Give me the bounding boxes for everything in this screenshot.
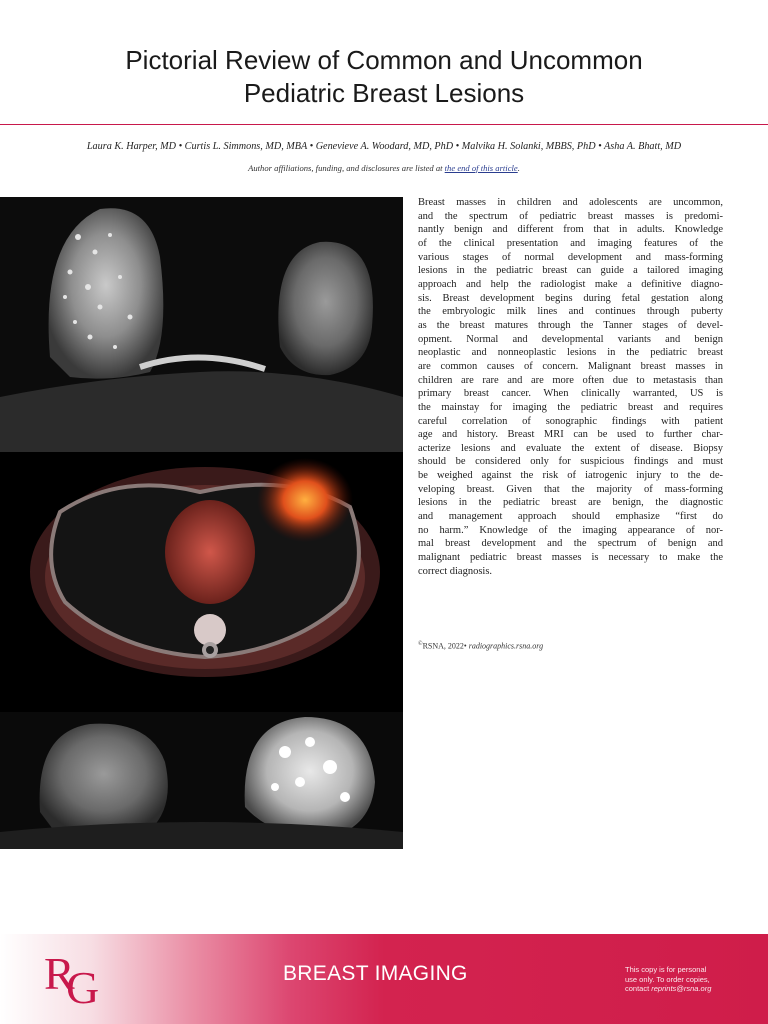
abstract-line: mal breast development and the spectrum of benign and	[418, 538, 723, 550]
notice-line-3-prefix: contact	[625, 984, 652, 993]
abstract-line: approach and help the radiologist make a definitive diagno-	[418, 278, 723, 290]
abstract-line: age and history. Breast MRI can be used to further char-	[418, 429, 723, 441]
abstract-line: various stages of normal development and mass-forming	[418, 251, 723, 263]
title-line-1: Pictorial Review of Common and Uncommon	[125, 45, 643, 75]
mri-panel-bottom	[0, 712, 403, 849]
abstract-line: should be considered only for suspicious findings and must	[418, 456, 723, 468]
abstract-line: correct diagnosis.	[418, 565, 493, 577]
abstract-line: Breast masses in children and adolescents are uncommon,	[418, 197, 723, 208]
section-label: BREAST IMAGING	[283, 962, 468, 985]
abstract-line: as the breast matures through the Tanner stages of devel-	[418, 319, 723, 331]
end-of-article-link[interactable]: the end of this article	[444, 163, 518, 173]
copyright-line	[418, 641, 543, 651]
radiographics-logo	[40, 941, 110, 1011]
affiliations-suffix: .	[517, 163, 520, 173]
abstract-line: malignant pediatric breast masses is necessary to make the	[418, 552, 723, 564]
journal-website: radiographics.rsna.org	[466, 641, 544, 651]
reprints-email[interactable]: reprints@rsna.org	[651, 984, 712, 993]
abstract-line: primary breast cancer. When clinically warranted, US is	[418, 388, 723, 400]
logo-r: R	[44, 948, 75, 999]
notice-line-1: This copy is for personal	[625, 965, 707, 974]
copyright-symbol: ©	[418, 641, 423, 647]
affiliations-prefix: Author affiliations, funding, and disclosures are listed at	[248, 163, 445, 173]
abstract-line: careful correlation of sonographic findings with patient	[418, 415, 723, 427]
medical-images	[0, 197, 403, 849]
abstract-line: opment. Normal and developmental variants and benign	[418, 333, 723, 345]
abstract-line: lesions in the pediatric breast are benign, the diagnostic	[418, 497, 723, 509]
affiliations-note	[20, 162, 748, 174]
cover-figure	[0, 197, 403, 849]
abstract-text	[418, 196, 723, 578]
mri-panel-top	[0, 197, 403, 452]
abstract-line: no harm.” Knowledge of the imaging appearance of nor-	[418, 524, 723, 536]
logo-g: G	[66, 962, 100, 1011]
title-divider	[0, 124, 768, 125]
abstract-line: neoplastic and nonneoplastic lesions in the pediatric breast	[418, 347, 723, 359]
notice-line-2: use only. To order copies,	[625, 974, 710, 984]
pet-ct-panel-middle	[0, 452, 403, 712]
title-line-2: Pediatric Breast Lesions	[243, 78, 525, 108]
abstract-line: sis. Breast development begins during fetal gestation along	[418, 292, 723, 304]
abstract-line: the mainstay for imaging the pediatric breast and requires	[418, 401, 723, 413]
abstract-line: of the clinical presentation and imaging features of the	[418, 237, 723, 249]
copyright-text: RSNA, 2022•	[422, 641, 467, 651]
abstract-line: acterize lesions and evaluate the extent of disease. Biopsy	[418, 442, 723, 454]
abstract-line: are common causes of concern. Malignant breast masses in	[418, 360, 723, 372]
reprint-notice	[625, 965, 735, 994]
abstract-line: and the spectrum of pediatric breast masses is predomi-	[418, 210, 723, 222]
abstract-line: nantly benign and different from that in adults. Knowledge	[418, 224, 723, 236]
abstract-line: and management approach should emphasize “first do	[418, 511, 723, 523]
abstract-line: children are rare and are more often due to metastasis than	[418, 374, 723, 386]
abstract-line: lesions in the pediatric breast can guide a tailored imaging	[418, 265, 723, 277]
author-list: Laura K. Harper, MD • Curtis L. Simmons, MD, MBA • Genevieve A. Woodard, MD, PhD • Malvika H. Solanki, MBBS, PhD • Asha A. Bhatt, MD	[86, 141, 682, 152]
article-title	[40, 44, 728, 110]
abstract-line: veloping breast. Given that the majority of mass-forming	[418, 483, 723, 495]
notice-line-3	[625, 984, 735, 994]
abstract-line: the embryologic milk lines and continues through puberty	[418, 306, 723, 318]
abstract-line: be weighed against the risk of iatrogenic injury to the de-	[418, 470, 723, 482]
